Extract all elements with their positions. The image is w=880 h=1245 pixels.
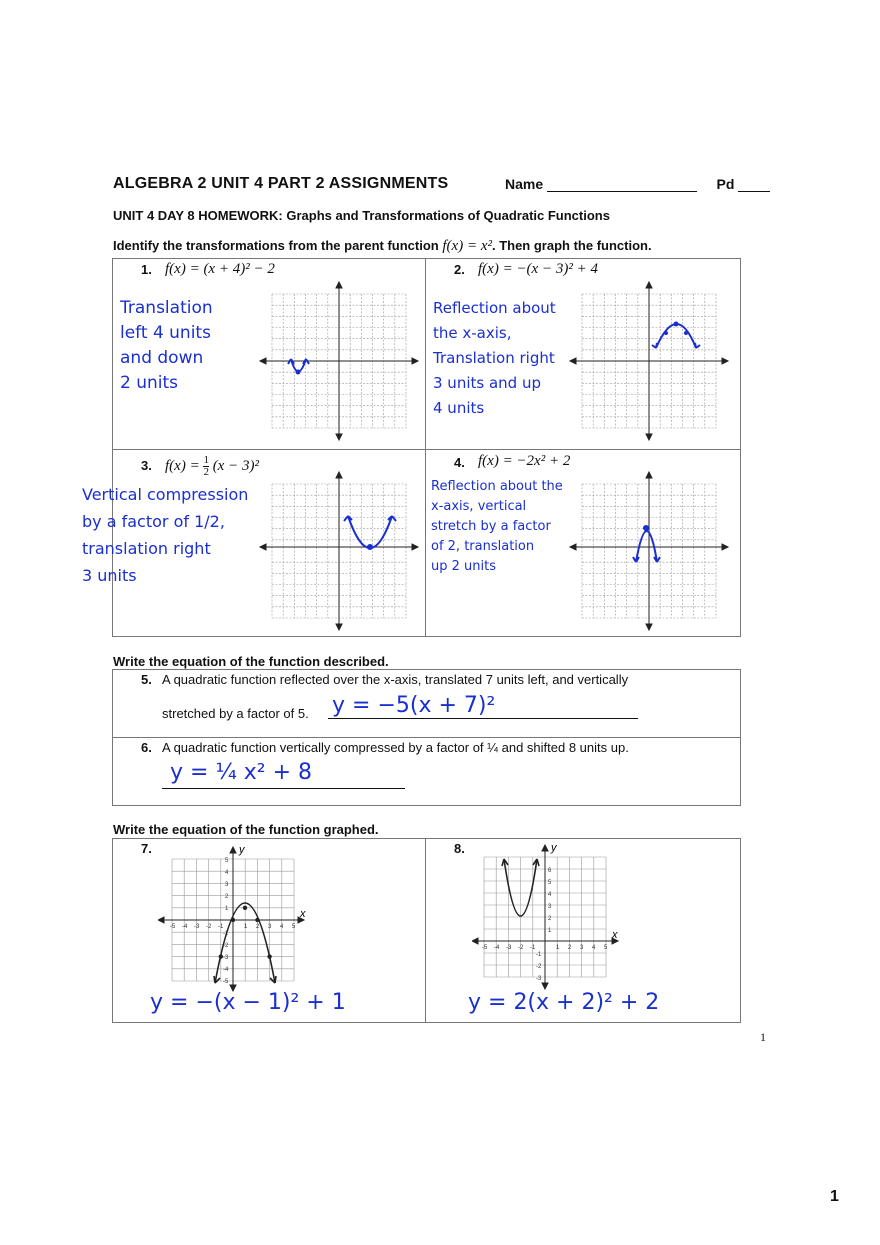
section2-instruction: Write the equation of the function described. xyxy=(113,654,389,669)
page-number-large: 1 xyxy=(830,1188,839,1205)
page-title: ALGEBRA 2 UNIT 4 PART 2 ASSIGNMENTS xyxy=(113,175,449,192)
y-axis-label: y xyxy=(239,844,245,856)
tick-label: 3 xyxy=(268,924,272,930)
tick-label: -4 xyxy=(182,924,188,930)
tick-label: 5 xyxy=(604,945,608,951)
instruction-text-end: . Then graph the function. xyxy=(491,238,652,253)
problem-3-equation xyxy=(165,455,259,478)
problem-6-answer: y = ¼ x² + 8 xyxy=(170,760,313,785)
instruction-text: Identify the transformations from the parent function xyxy=(113,238,439,253)
problem-8-number: 8. xyxy=(454,841,465,856)
tick-label: 3 xyxy=(548,904,552,910)
name-field[interactable] xyxy=(547,191,697,192)
tick-label: 1 xyxy=(548,928,552,934)
tick-label: 5 xyxy=(548,880,552,886)
graph-2-point xyxy=(684,331,688,335)
tick-label: -4 xyxy=(494,945,500,951)
tick-label: -1 xyxy=(218,924,224,930)
graph-problem-2[interactable] xyxy=(568,280,730,442)
problem-4-equation: f(x) = −2x² + 2 xyxy=(478,453,571,469)
tick-label: 2 xyxy=(568,945,572,951)
tick-label: -3 xyxy=(536,976,542,982)
answer-line-6[interactable] xyxy=(162,788,405,789)
assignment-subtitle: UNIT 4 DAY 8 HOMEWORK: Graphs and Transformations of Quadratic Functions xyxy=(113,208,610,223)
section3-instruction: Write the equation of the function graphed. xyxy=(113,822,379,837)
tick-label: 5 xyxy=(292,924,296,930)
tick-label: -2 xyxy=(206,924,212,930)
graph-axes xyxy=(570,282,728,440)
tick-label: 3 xyxy=(225,882,229,888)
problem-8-answer: y = 2(x + 2)² + 2 xyxy=(468,990,660,1015)
problem-3-number: 3. xyxy=(141,458,152,473)
problem-2-answer: Reflection about the x-axis, Translation right 3 units and up 4 units xyxy=(433,299,556,417)
tick-label: -5 xyxy=(170,924,176,930)
problem-1-answer: Translation left 4 units and down 2 units xyxy=(120,298,213,393)
tick-label: -2 xyxy=(536,964,542,970)
graph-7-y-ticks xyxy=(223,858,229,985)
tick-label: 1 xyxy=(225,906,229,912)
graph-4-vertex xyxy=(643,525,649,531)
tick-label: 5 xyxy=(225,858,229,864)
tick-label: -3 xyxy=(223,955,229,961)
tick-label: -2 xyxy=(223,943,229,949)
graph-problem-4[interactable] xyxy=(568,470,730,632)
problem-5-answer: y = −5(x + 7)² xyxy=(332,693,496,718)
problem-6-number: 6. xyxy=(141,740,152,755)
table-divider-v xyxy=(425,258,426,636)
graph-3-vertex xyxy=(367,544,373,550)
tick-label: -3 xyxy=(194,924,200,930)
eq3-frac-den: 2 xyxy=(203,466,209,478)
problem-4-number: 4. xyxy=(454,455,465,470)
answer-line-5[interactable] xyxy=(328,718,638,719)
problem-1-equation: f(x) = (x + 4)² − 2 xyxy=(165,261,275,277)
x-axis-label: x xyxy=(300,908,306,920)
tick-label: 4 xyxy=(225,870,229,876)
y-axis-label: y xyxy=(551,843,557,854)
tick-label: 4 xyxy=(280,924,284,930)
problem-5-text-line2: stretched by a factor of 5. xyxy=(162,706,309,721)
table-divider-h xyxy=(112,737,740,738)
tick-label: 4 xyxy=(548,892,552,898)
problem-2-number: 2. xyxy=(454,262,465,277)
name-label: Name xyxy=(505,176,544,192)
eq3-pre: f(x) = xyxy=(165,457,200,474)
tick-label: -1 xyxy=(223,931,229,937)
problem-6-text: A quadratic function vertically compressed by a factor of ¼ and shifted 8 units up. xyxy=(162,740,629,755)
pd-field[interactable] xyxy=(738,191,770,192)
eq3-frac-num: 1 xyxy=(203,454,209,466)
problem-7-number: 7. xyxy=(141,841,152,856)
tick-label: -3 xyxy=(506,945,512,951)
problem-1-number: 1. xyxy=(141,262,152,277)
tick-label: 3 xyxy=(580,945,584,951)
eq3-fraction xyxy=(203,455,209,478)
eq3-post: (x − 3)² xyxy=(212,457,259,474)
pd-label: Pd xyxy=(716,176,735,192)
graph-problem-3[interactable] xyxy=(258,470,420,632)
graph-3-curve xyxy=(344,516,396,548)
graph-1-vertex xyxy=(296,370,301,375)
tick-label: 6 xyxy=(548,868,552,874)
tick-label: 1 xyxy=(244,924,248,930)
problem-4-answer: Reflection about the x-axis, vertical stretch by a factor of 2, translation up 2 units xyxy=(431,479,563,574)
tick-label: 4 xyxy=(592,945,596,951)
tick-label: 1 xyxy=(556,945,560,951)
section1-instruction xyxy=(113,238,652,255)
tick-label: -4 xyxy=(223,967,229,973)
problem-3-answer: Vertical compression by a factor of 1/2, translation right 3 units xyxy=(82,485,249,585)
problem-2-equation: f(x) = −(x − 3)² + 4 xyxy=(478,261,598,277)
graph-axes xyxy=(260,282,418,440)
graph-axes xyxy=(570,472,728,630)
problem-5-text: A quadratic function reflected over the x-axis, translated 7 units left, and vertically xyxy=(162,672,629,687)
table-divider-h xyxy=(112,449,740,450)
name-pd-fields xyxy=(505,176,770,192)
problem-5-number: 5. xyxy=(141,672,152,687)
tick-label: -5 xyxy=(223,979,229,985)
graph-axes xyxy=(260,472,418,630)
problem-7-answer: y = −(x − 1)² + 1 xyxy=(150,990,346,1015)
tick-label: -1 xyxy=(530,945,536,951)
graph-problem-1[interactable] xyxy=(258,280,420,442)
tick-label: -1 xyxy=(536,952,542,958)
graph-problem-8 xyxy=(472,843,624,993)
table-divider-v xyxy=(425,838,426,1022)
page-number-small: 1 xyxy=(760,1030,766,1044)
tick-label: 2 xyxy=(225,894,229,900)
x-axis-label: x xyxy=(612,929,618,941)
graph-2-point xyxy=(664,331,668,335)
tick-label: -2 xyxy=(518,945,524,951)
tick-label: -5 xyxy=(482,945,488,951)
graph-problem-7 xyxy=(158,843,310,993)
tick-label: 2 xyxy=(256,924,260,930)
parent-function: f(x) = x² xyxy=(442,238,492,254)
graph-2-vertex xyxy=(674,322,679,327)
tick-label: 2 xyxy=(548,916,552,922)
